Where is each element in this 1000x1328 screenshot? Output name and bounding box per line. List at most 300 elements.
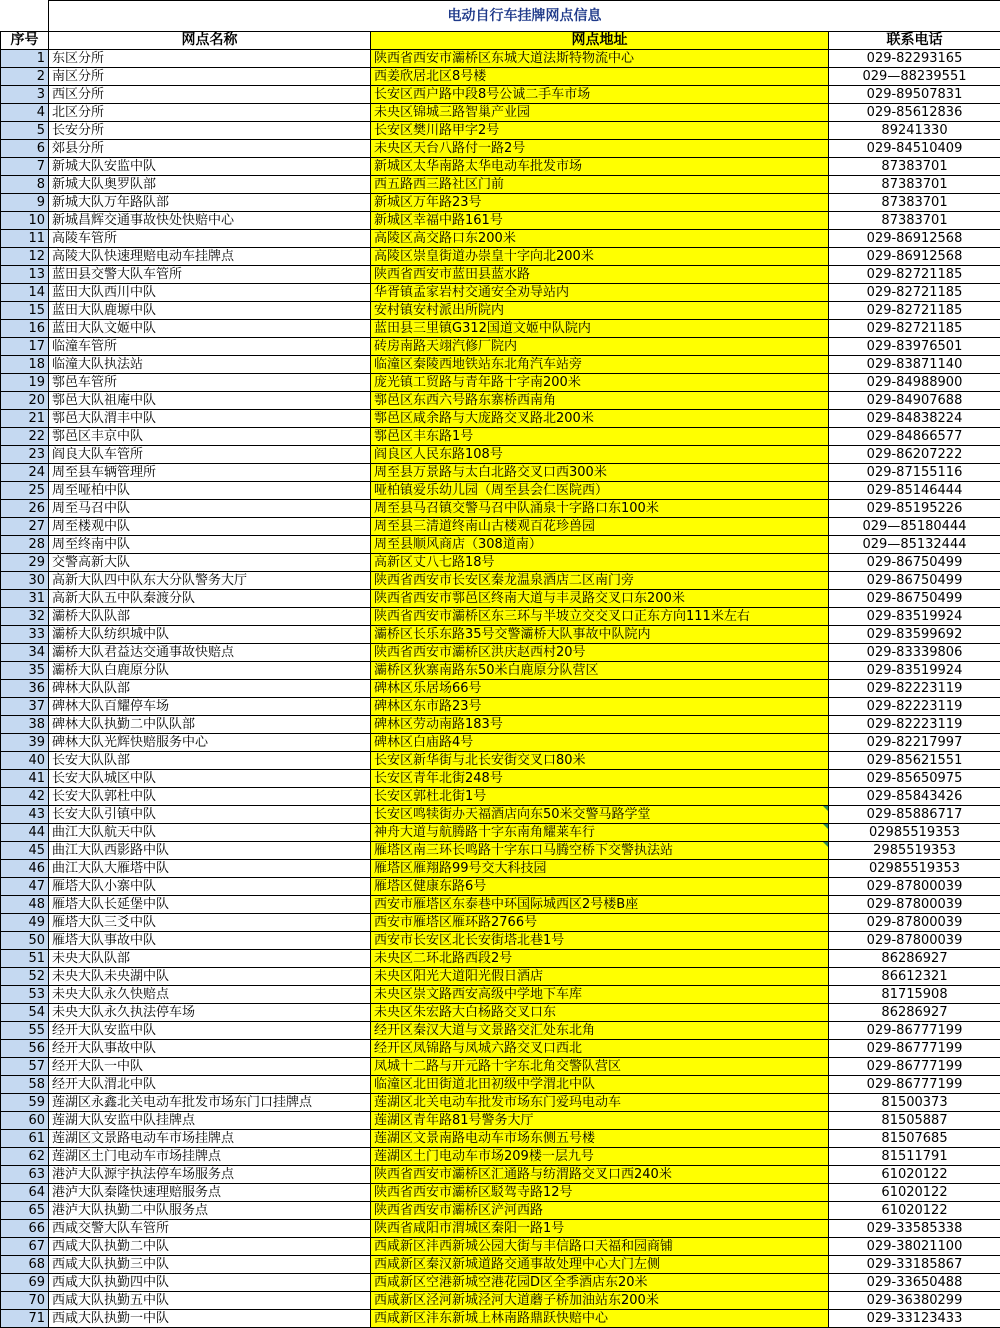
site-address-cell[interactable]: 陕西省西安市灞桥区东三环与半坡立交交叉口正东方向111米左右: [371, 608, 829, 626]
table-row: [1, 1274, 1000, 1292]
row-seq-cell[interactable]: 66: [1, 1220, 49, 1238]
row-seq-cell[interactable]: 21: [1, 410, 49, 428]
site-name-cell[interactable]: 曲江大队航天中队: [49, 824, 371, 842]
phone-cell[interactable]: 029-83339806: [829, 644, 1000, 662]
row-seq-cell[interactable]: 45: [1, 842, 49, 860]
site-address-cell[interactable]: 长安区青年北街248号: [371, 770, 829, 788]
phone-cell[interactable]: 029-86750499: [829, 572, 1000, 590]
site-address-cell[interactable]: 长安区鸣犊街办天福酒店向东50米交警马路学堂: [371, 806, 829, 824]
site-address-cell[interactable]: 临潼区北田街道北田初级中学渭北中队: [371, 1076, 829, 1094]
phone-cell[interactable]: 81511791: [829, 1148, 1000, 1166]
phone-cell[interactable]: 029-86912568: [829, 248, 1000, 266]
row-seq-cell[interactable]: 31: [1, 590, 49, 608]
site-address-cell[interactable]: 西安市雁塔区东泰巷中环国际城西区2号楼B座: [371, 896, 829, 914]
phone-cell[interactable]: 81715908: [829, 986, 1000, 1004]
phone-cell[interactable]: 029-82223119: [829, 716, 1000, 734]
site-name-cell[interactable]: 郊县分所: [49, 140, 371, 158]
site-name-cell[interactable]: 西咸大队执勤五中队: [49, 1292, 371, 1310]
phone-cell[interactable]: 029-86777199: [829, 1076, 1000, 1094]
row-seq-cell[interactable]: 59: [1, 1094, 49, 1112]
site-name-cell[interactable]: 蓝田县交警大队车管所: [49, 266, 371, 284]
phone-cell[interactable]: 029-84838224: [829, 410, 1000, 428]
row-seq-cell[interactable]: 16: [1, 320, 49, 338]
site-name-cell[interactable]: 高新大队五中队秦渡分队: [49, 590, 371, 608]
site-address-cell[interactable]: 陕西省西安市鄠邑区终南大道与丰灵路交叉口东200米: [371, 590, 829, 608]
header-seq[interactable]: 序号: [1, 32, 49, 50]
row-seq-cell[interactable]: 14: [1, 284, 49, 302]
phone-cell[interactable]: 61020122: [829, 1166, 1000, 1184]
site-address-cell[interactable]: 陕西省西安市灞桥区浐河西路: [371, 1202, 829, 1220]
site-address-cell[interactable]: 西五路西三路社区门前: [371, 176, 829, 194]
row-seq-cell[interactable]: 61: [1, 1130, 49, 1148]
row-seq-cell[interactable]: 29: [1, 554, 49, 572]
site-name-cell[interactable]: 灞桥大队队部: [49, 608, 371, 626]
phone-cell[interactable]: 02985519353: [829, 860, 1000, 878]
site-name-cell[interactable]: 东区分所: [49, 50, 371, 68]
site-name-cell[interactable]: 西区分所: [49, 86, 371, 104]
row-seq-cell[interactable]: 28: [1, 536, 49, 554]
site-address-cell[interactable]: 蓝田县三里镇G312国道文姬中队院内: [371, 320, 829, 338]
phone-cell[interactable]: 86286927: [829, 1004, 1000, 1022]
table-row: [1, 1040, 1000, 1058]
site-name-cell[interactable]: 莲湖区永鑫北关电动车批发市场东门口挂牌点: [49, 1094, 371, 1112]
phone-cell[interactable]: 029-84510409: [829, 140, 1000, 158]
row-seq-cell[interactable]: 67: [1, 1238, 49, 1256]
row-seq-cell[interactable]: 60: [1, 1112, 49, 1130]
site-address-cell[interactable]: 陕西省咸阳市渭城区秦阳一路1号: [371, 1220, 829, 1238]
site-name-cell[interactable]: 西咸大队执勤二中队: [49, 1238, 371, 1256]
site-name-cell[interactable]: 西咸大队执勤四中队: [49, 1274, 371, 1292]
site-name-cell[interactable]: 曲江大队西影路中队: [49, 842, 371, 860]
phone-cell[interactable]: 029-86777199: [829, 1058, 1000, 1076]
phone-cell[interactable]: 029-82293165: [829, 50, 1000, 68]
table-row: [1, 266, 1000, 284]
row-seq-cell[interactable]: 36: [1, 680, 49, 698]
site-address-cell[interactable]: 鄠邑区丰东路1号: [371, 428, 829, 446]
site-address-cell[interactable]: 未央区锦城三路智巢产业园: [371, 104, 829, 122]
site-name-cell[interactable]: 碑林大队队部: [49, 680, 371, 698]
row-seq-cell[interactable]: 40: [1, 752, 49, 770]
site-name-cell[interactable]: 碑林大队光辉快赔服务中心: [49, 734, 371, 752]
site-name-cell[interactable]: 南区分所: [49, 68, 371, 86]
site-name-cell[interactable]: 高陵大队快速理赔电动车挂牌点: [49, 248, 371, 266]
phone-cell[interactable]: 029-86207222: [829, 446, 1000, 464]
row-seq-cell[interactable]: 37: [1, 698, 49, 716]
row-seq-cell[interactable]: 39: [1, 734, 49, 752]
phone-cell[interactable]: 029-85195226: [829, 500, 1000, 518]
phone-cell[interactable]: 029-86777199: [829, 1022, 1000, 1040]
row-seq-cell[interactable]: 43: [1, 806, 49, 824]
row-seq-cell[interactable]: 41: [1, 770, 49, 788]
phone-cell[interactable]: 029-83599692: [829, 626, 1000, 644]
row-seq-cell[interactable]: 49: [1, 914, 49, 932]
row-seq-cell[interactable]: 11: [1, 230, 49, 248]
phone-cell[interactable]: 81505887: [829, 1112, 1000, 1130]
site-address-cell[interactable]: 砖房南路天翊汽修厂院内: [371, 338, 829, 356]
site-address-cell[interactable]: 雁塔区雁翔路99号交大科技园: [371, 860, 829, 878]
row-seq-cell[interactable]: 71: [1, 1310, 49, 1328]
site-address-cell[interactable]: 莲湖区北关电动车批发市场东门爱玛电动车: [371, 1094, 829, 1112]
table-row: [1, 716, 1000, 734]
site-name-cell[interactable]: 莲湖大队安监中队挂牌点: [49, 1112, 371, 1130]
corner-cell[interactable]: [1, 1, 49, 32]
phone-cell[interactable]: 029-82223119: [829, 680, 1000, 698]
row-seq-cell[interactable]: 57: [1, 1058, 49, 1076]
phone-cell[interactable]: 87383701: [829, 212, 1000, 230]
phone-cell[interactable]: 029-82721185: [829, 284, 1000, 302]
phone-cell[interactable]: 029-87800039: [829, 878, 1000, 896]
site-name-cell[interactable]: 碑林大队百耀停车场: [49, 698, 371, 716]
site-address-cell[interactable]: 雁塔区健康东路6号: [371, 878, 829, 896]
site-address-cell[interactable]: 未央区阳光大道阳光假日酒店: [371, 968, 829, 986]
phone-cell[interactable]: 029-86912568: [829, 230, 1000, 248]
site-name-cell[interactable]: 雁塔大队小寨中队: [49, 878, 371, 896]
phone-cell[interactable]: 029-82721185: [829, 266, 1000, 284]
site-name-cell[interactable]: 曲江大队大雁塔中队: [49, 860, 371, 878]
row-seq-cell[interactable]: 23: [1, 446, 49, 464]
row-seq-cell[interactable]: 33: [1, 626, 49, 644]
phone-cell[interactable]: 86612321: [829, 968, 1000, 986]
site-address-cell[interactable]: 长安区樊川路甲字2号: [371, 122, 829, 140]
site-name-cell[interactable]: 临潼车管所: [49, 338, 371, 356]
row-seq-cell[interactable]: 42: [1, 788, 49, 806]
phone-cell[interactable]: 029-85650975: [829, 770, 1000, 788]
phone-cell[interactable]: 029-82217997: [829, 734, 1000, 752]
row-seq-cell[interactable]: 34: [1, 644, 49, 662]
row-seq-cell[interactable]: 9: [1, 194, 49, 212]
row-seq-cell[interactable]: 12: [1, 248, 49, 266]
site-name-cell[interactable]: 未央大队永久快赔点: [49, 986, 371, 1004]
site-name-cell[interactable]: 未央大队队部: [49, 950, 371, 968]
phone-cell[interactable]: 029—85132444: [829, 536, 1000, 554]
site-name-cell[interactable]: 莲湖区文景路电动车市场挂牌点: [49, 1130, 371, 1148]
row-seq-cell[interactable]: 69: [1, 1274, 49, 1292]
site-address-cell[interactable]: 长安区新华街与北长安街交叉口80米: [371, 752, 829, 770]
site-name-cell[interactable]: 鄠邑大队祖庵中队: [49, 392, 371, 410]
site-address-cell[interactable]: 华胥镇孟家岩村交通安全劝导站内: [371, 284, 829, 302]
row-seq-cell[interactable]: 1: [1, 50, 49, 68]
header-name[interactable]: 网点名称: [49, 32, 371, 50]
row-seq-cell[interactable]: 13: [1, 266, 49, 284]
site-address-cell[interactable]: 周至县马召镇交警马召中队涌泉十字路口东100米: [371, 500, 829, 518]
site-address-cell[interactable]: 未央区二环北路西段2号: [371, 950, 829, 968]
site-address-cell[interactable]: 神舟大道与航腾路十字东南角耀莱车行: [371, 824, 829, 842]
site-address-cell[interactable]: 阎良区人民东路108号: [371, 446, 829, 464]
site-address-cell[interactable]: 凤城十二路与开元路十字东北角交警队营区: [371, 1058, 829, 1076]
phone-cell[interactable]: 029—85180444: [829, 518, 1000, 536]
site-address-cell[interactable]: 西咸新区秦汉新城道路交通事故处理中心大门左侧: [371, 1256, 829, 1274]
site-address-cell[interactable]: 碑林区白庙路4号: [371, 734, 829, 752]
site-address-cell[interactable]: 高新区丈八七路18号: [371, 554, 829, 572]
row-seq-cell[interactable]: 55: [1, 1022, 49, 1040]
phone-cell[interactable]: 86286927: [829, 950, 1000, 968]
site-address-cell[interactable]: 庞光镇工贸路与青年路十字南200米: [371, 374, 829, 392]
phone-cell[interactable]: 029-33123433: [829, 1310, 1000, 1328]
site-name-cell[interactable]: 交警高新大队: [49, 554, 371, 572]
row-seq-cell[interactable]: 65: [1, 1202, 49, 1220]
row-seq-cell[interactable]: 19: [1, 374, 49, 392]
site-address-cell[interactable]: 雁塔区南三环长鸣路十字东口马腾空桥下交警执法站: [371, 842, 829, 860]
site-address-cell[interactable]: 西咸新区沣东新城上林南路鼎跃快赔中心: [371, 1310, 829, 1328]
row-seq-cell[interactable]: 38: [1, 716, 49, 734]
site-name-cell[interactable]: 港泸大队秦隆快速理赔服务点: [49, 1184, 371, 1202]
site-name-cell[interactable]: 长安大队引镇中队: [49, 806, 371, 824]
header-address[interactable]: 网点地址: [371, 32, 829, 50]
site-address-cell[interactable]: 西咸新区泾河新城泾河大道蘑子桥加油站东200米: [371, 1292, 829, 1310]
phone-cell[interactable]: 029-36380299: [829, 1292, 1000, 1310]
row-seq-cell[interactable]: 35: [1, 662, 49, 680]
site-address-cell[interactable]: 周至县万景路与太白北路交叉口西300米: [371, 464, 829, 482]
site-name-cell[interactable]: 碑林大队执勤二中队队部: [49, 716, 371, 734]
phone-cell[interactable]: 029-85621551: [829, 752, 1000, 770]
phone-cell[interactable]: 029-87155116: [829, 464, 1000, 482]
phone-cell[interactable]: 029-85146444: [829, 482, 1000, 500]
row-seq-cell[interactable]: 27: [1, 518, 49, 536]
table-row: [1, 230, 1000, 248]
site-address-cell[interactable]: 新城区幸福中路161号: [371, 212, 829, 230]
row-seq-cell[interactable]: 68: [1, 1256, 49, 1274]
phone-cell[interactable]: 029-86777199: [829, 1040, 1000, 1058]
row-seq-cell[interactable]: 24: [1, 464, 49, 482]
site-name-cell[interactable]: 雁塔大队长延堡中队: [49, 896, 371, 914]
phone-cell[interactable]: 87383701: [829, 194, 1000, 212]
site-address-cell[interactable]: 未央区朱宏路大白杨路交叉口东: [371, 1004, 829, 1022]
row-seq-cell[interactable]: 18: [1, 356, 49, 374]
phone-cell[interactable]: 81507685: [829, 1130, 1000, 1148]
site-name-cell[interactable]: 临潼大队执法站: [49, 356, 371, 374]
row-seq-cell[interactable]: 58: [1, 1076, 49, 1094]
phone-cell[interactable]: 029-89507831: [829, 86, 1000, 104]
site-name-cell[interactable]: 鄠邑大队渭丰中队: [49, 410, 371, 428]
site-name-cell[interactable]: 蓝田大队文姬中队: [49, 320, 371, 338]
site-address-cell[interactable]: 莲湖区土门电动车市场209楼一层九号: [371, 1148, 829, 1166]
phone-cell[interactable]: 87383701: [829, 158, 1000, 176]
row-seq-cell[interactable]: 53: [1, 986, 49, 1004]
site-address-cell[interactable]: 陕西省西安市灞桥区洪庆赵西村20号: [371, 644, 829, 662]
site-address-cell[interactable]: 经开区秦汉大道与文景路交汇处东北角: [371, 1022, 829, 1040]
site-name-cell[interactable]: 长安分所: [49, 122, 371, 140]
row-seq-cell[interactable]: 46: [1, 860, 49, 878]
site-name-cell[interactable]: 周至哑柏中队: [49, 482, 371, 500]
site-address-cell[interactable]: 莲湖区文景南路电动车市场东侧五号楼: [371, 1130, 829, 1148]
site-address-cell[interactable]: 碑林区劳动南路183号: [371, 716, 829, 734]
phone-cell[interactable]: 029-85843426: [829, 788, 1000, 806]
site-name-cell[interactable]: 北区分所: [49, 104, 371, 122]
site-address-cell[interactable]: 鄠邑区东西六号路东寨桥西南角: [371, 392, 829, 410]
header-phone[interactable]: 联系电话: [829, 32, 1000, 50]
phone-cell[interactable]: 029-84988900: [829, 374, 1000, 392]
sheet-title[interactable]: 电动自行车挂牌网点信息: [49, 1, 1000, 32]
site-name-cell[interactable]: 莲湖区土门电动车市场挂牌点: [49, 1148, 371, 1166]
table-row: [1, 590, 1000, 608]
row-seq-cell[interactable]: 5: [1, 122, 49, 140]
site-name-cell[interactable]: 周至县车辆管理所: [49, 464, 371, 482]
site-name-cell[interactable]: 西咸交警大队车管所: [49, 1220, 371, 1238]
site-address-cell[interactable]: 碑林区乐居场66号: [371, 680, 829, 698]
row-seq-cell[interactable]: 22: [1, 428, 49, 446]
phone-cell[interactable]: 029-86750499: [829, 554, 1000, 572]
row-seq-cell[interactable]: 8: [1, 176, 49, 194]
site-name-cell[interactable]: 蓝田大队鹿塬中队: [49, 302, 371, 320]
row-seq-cell[interactable]: 51: [1, 950, 49, 968]
site-address-cell[interactable]: 陕西省西安市长安区秦龙温泉酒店二区南门旁: [371, 572, 829, 590]
row-seq-cell[interactable]: 3: [1, 86, 49, 104]
phone-cell[interactable]: 029-33185867: [829, 1256, 1000, 1274]
phone-cell[interactable]: 029—88239551: [829, 68, 1000, 86]
site-address-cell[interactable]: 哑柏镇爱乐幼儿园（周至县会仁医院西）: [371, 482, 829, 500]
row-seq-cell[interactable]: 2: [1, 68, 49, 86]
site-address-cell[interactable]: 高陵区高交路口东200米: [371, 230, 829, 248]
site-name-cell[interactable]: 长安大队城区中队: [49, 770, 371, 788]
site-name-cell[interactable]: 未央大队永久执法停车场: [49, 1004, 371, 1022]
row-seq-cell[interactable]: 4: [1, 104, 49, 122]
phone-cell[interactable]: 029-33585338: [829, 1220, 1000, 1238]
site-name-cell[interactable]: 灞桥大队纺织城中队: [49, 626, 371, 644]
site-address-cell[interactable]: 新城区万年路23号: [371, 194, 829, 212]
site-name-cell[interactable]: 长安大队郭杜中队: [49, 788, 371, 806]
phone-cell[interactable]: 029-82223119: [829, 698, 1000, 716]
site-name-cell[interactable]: 灞桥大队君益达交通事故快赔点: [49, 644, 371, 662]
phone-cell[interactable]: 029-38021100: [829, 1238, 1000, 1256]
phone-cell[interactable]: 029-87800039: [829, 932, 1000, 950]
phone-cell[interactable]: 029-83871140: [829, 356, 1000, 374]
row-seq-cell[interactable]: 62: [1, 1148, 49, 1166]
site-address-cell[interactable]: 临潼区秦陵西地铁站东北角汽车站旁: [371, 356, 829, 374]
table-row: [1, 1022, 1000, 1040]
row-seq-cell[interactable]: 10: [1, 212, 49, 230]
phone-cell[interactable]: 029-82721185: [829, 302, 1000, 320]
site-address-cell[interactable]: 灞桥区长乐东路35号交警灞桥大队事故中队院内: [371, 626, 829, 644]
site-name-cell[interactable]: 港泸大队执勤二中队服务点: [49, 1202, 371, 1220]
row-seq-cell[interactable]: 26: [1, 500, 49, 518]
site-name-cell[interactable]: 鄠邑区丰京中队: [49, 428, 371, 446]
phone-cell[interactable]: 89241330: [829, 122, 1000, 140]
row-seq-cell[interactable]: 20: [1, 392, 49, 410]
row-seq-cell[interactable]: 50: [1, 932, 49, 950]
row-seq-cell[interactable]: 15: [1, 302, 49, 320]
phone-cell[interactable]: 029-33650488: [829, 1274, 1000, 1292]
row-seq-cell[interactable]: 17: [1, 338, 49, 356]
phone-cell[interactable]: 029-83519924: [829, 662, 1000, 680]
site-name-cell[interactable]: 雁塔大队三爻中队: [49, 914, 371, 932]
site-name-cell[interactable]: 周至终南中队: [49, 536, 371, 554]
row-seq-cell[interactable]: 64: [1, 1184, 49, 1202]
phone-cell[interactable]: 029-87800039: [829, 914, 1000, 932]
site-address-cell[interactable]: 未央区天台八路付一路2号: [371, 140, 829, 158]
site-address-cell[interactable]: 新城区太华南路太华电动车批发市场: [371, 158, 829, 176]
site-name-cell[interactable]: 西咸大队执勤一中队: [49, 1310, 371, 1328]
site-address-cell[interactable]: 长安区西户路中段8号公诚二手车市场: [371, 86, 829, 104]
site-name-cell[interactable]: 高陵车管所: [49, 230, 371, 248]
site-address-cell[interactable]: 碑林区东市路23号: [371, 698, 829, 716]
row-seq-cell[interactable]: 25: [1, 482, 49, 500]
phone-cell[interactable]: 029-84866577: [829, 428, 1000, 446]
site-address-cell[interactable]: 周至县顺风商店（308道南）: [371, 536, 829, 554]
site-name-cell[interactable]: 长安大队队部: [49, 752, 371, 770]
phone-cell[interactable]: 029-85612836: [829, 104, 1000, 122]
site-name-cell[interactable]: 阎良大队车管所: [49, 446, 371, 464]
row-seq-cell[interactable]: 30: [1, 572, 49, 590]
site-address-cell[interactable]: 未央区崇文路西安高级中学地下车库: [371, 986, 829, 1004]
site-address-cell[interactable]: 陕西省西安市灞桥区汇通路与纺渭路交叉口西240米: [371, 1166, 829, 1184]
row-seq-cell[interactable]: 52: [1, 968, 49, 986]
row-seq-cell[interactable]: 56: [1, 1040, 49, 1058]
phone-cell[interactable]: 029-83976501: [829, 338, 1000, 356]
phone-cell[interactable]: 029-85886717: [829, 806, 1000, 824]
site-address-cell[interactable]: 西咸新区空港新城空港花园D区全季酒店东20米: [371, 1274, 829, 1292]
table-row: [1, 212, 1000, 230]
site-name-cell[interactable]: 新城大队奥罗队部: [49, 176, 371, 194]
site-name-cell[interactable]: 经开大队渭北中队: [49, 1076, 371, 1094]
row-seq-cell[interactable]: 54: [1, 1004, 49, 1022]
site-address-cell[interactable]: 西安市长安区北长安街塔北巷1号: [371, 932, 829, 950]
row-seq-cell[interactable]: 63: [1, 1166, 49, 1184]
site-address-cell[interactable]: 长安区郭杜北街1号: [371, 788, 829, 806]
site-name-cell[interactable]: 港泸大队源宇执法停车场服务点: [49, 1166, 371, 1184]
site-name-cell[interactable]: 周至马召中队: [49, 500, 371, 518]
phone-cell[interactable]: 029-86750499: [829, 590, 1000, 608]
site-name-cell[interactable]: 经开大队安监中队: [49, 1022, 371, 1040]
site-address-cell[interactable]: 陕西省西安市灞桥区駁驾寺路12号: [371, 1184, 829, 1202]
site-address-cell[interactable]: 西咸新区沣西新城公园大街与丰信路口天福和园商铺: [371, 1238, 829, 1256]
row-seq-cell[interactable]: 47: [1, 878, 49, 896]
phone-cell[interactable]: 81500373: [829, 1094, 1000, 1112]
site-address-cell[interactable]: 鄠邑区咸余路与大庞路交叉路北200米: [371, 410, 829, 428]
phone-cell[interactable]: 029-83519924: [829, 608, 1000, 626]
site-address-cell[interactable]: 高陵区崇皇街道办崇皇十字向北200米: [371, 248, 829, 266]
site-name-cell[interactable]: 经开大队一中队: [49, 1058, 371, 1076]
phone-cell[interactable]: 029-82721185: [829, 320, 1000, 338]
site-name-cell[interactable]: 雁塔大队事故中队: [49, 932, 371, 950]
site-name-cell[interactable]: 新城昌辉交通事故快处快赔中心: [49, 212, 371, 230]
site-name-cell[interactable]: 周至楼观中队: [49, 518, 371, 536]
site-name-cell[interactable]: 未央大队未央湖中队: [49, 968, 371, 986]
site-address-cell[interactable]: 陕西省西安市蓝田县蓝水路: [371, 266, 829, 284]
row-seq-cell[interactable]: 48: [1, 896, 49, 914]
phone-cell[interactable]: 2985519353: [829, 842, 1000, 860]
site-name-cell[interactable]: 鄠邑车管所: [49, 374, 371, 392]
site-name-cell[interactable]: 灞桥大队白鹿原分队: [49, 662, 371, 680]
phone-cell[interactable]: 87383701: [829, 176, 1000, 194]
header-row: [1, 32, 1000, 50]
phone-cell[interactable]: 029-87800039: [829, 896, 1000, 914]
site-name-cell[interactable]: 蓝田大队西川中队: [49, 284, 371, 302]
site-address-cell[interactable]: 周至县三清道终南山古楼观百花珍兽园: [371, 518, 829, 536]
row-seq-cell[interactable]: 70: [1, 1292, 49, 1310]
row-seq-cell[interactable]: 7: [1, 158, 49, 176]
row-seq-cell[interactable]: 44: [1, 824, 49, 842]
site-name-cell[interactable]: 西咸大队执勤三中队: [49, 1256, 371, 1274]
site-address-cell[interactable]: 灞桥区狄寨南路东50米白鹿原分队营区: [371, 662, 829, 680]
site-name-cell[interactable]: 高新大队四中队东大分队警务大厅: [49, 572, 371, 590]
site-address-cell[interactable]: 安村镇安村派出所院内: [371, 302, 829, 320]
phone-cell[interactable]: 029-84907688: [829, 392, 1000, 410]
row-seq-cell[interactable]: 32: [1, 608, 49, 626]
site-name-cell[interactable]: 新城大队安监中队: [49, 158, 371, 176]
site-name-cell[interactable]: 经开大队事故中队: [49, 1040, 371, 1058]
phone-cell[interactable]: 02985519353: [829, 824, 1000, 842]
site-name-cell[interactable]: 新城大队万年路队部: [49, 194, 371, 212]
site-address-cell[interactable]: 西安市雁塔区雁环路2766号: [371, 914, 829, 932]
row-seq-cell[interactable]: 6: [1, 140, 49, 158]
phone-cell[interactable]: 61020122: [829, 1184, 1000, 1202]
site-address-cell[interactable]: 陕西省西安市灞桥区东城大道法斯特物流中心: [371, 50, 829, 68]
phone-cell[interactable]: 61020122: [829, 1202, 1000, 1220]
site-address-cell[interactable]: 经开区凤锦路与凤城六路交叉口西北: [371, 1040, 829, 1058]
table-row: [1, 932, 1000, 950]
site-address-cell[interactable]: 莲湖区青年路81号警务大厅: [371, 1112, 829, 1130]
site-address-cell[interactable]: 西姜欣居北区8号楼: [371, 68, 829, 86]
